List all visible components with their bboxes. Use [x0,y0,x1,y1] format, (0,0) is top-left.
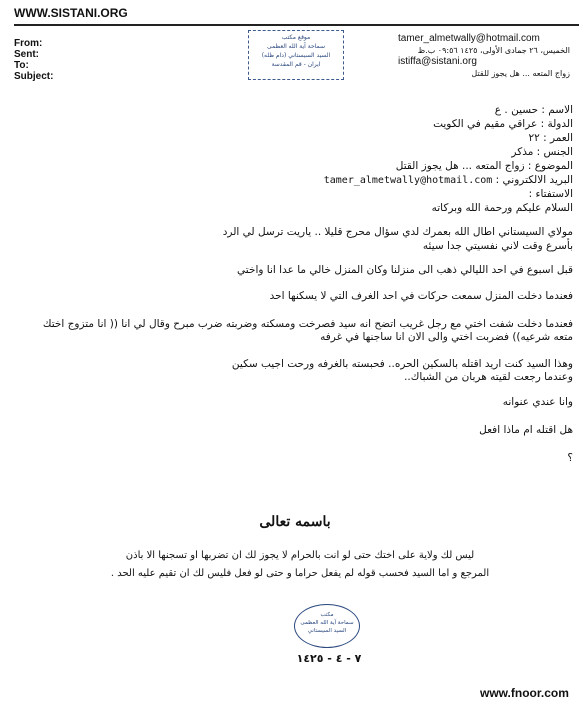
email-label: البريد الالكتروني : [495,174,573,186]
stamp-line: سماحة آية الله العظمى [266,43,325,50]
question-mark: ؟ [567,452,573,464]
site-url-top: WWW.SISTANI.ORG [14,6,128,20]
subject-label: Subject: [14,71,54,82]
paragraph-4: فعندما دخلت شفت اختي مع رجل غريب اتضح انه سيد فصرخت ومسكته وضربته ضرب مبرح وقال لي انا (( انا متزوج اختك متعه شرعيه)) فضربت اختي والى الان انا ساجنها في غرفه [42,318,573,343]
sent-label: Sent: [14,49,39,60]
to-email: istiffa@sistani.org [398,56,477,67]
site-url-footer: www.fnoor.com [480,686,569,700]
email-value: tamer_almetwally@hotmail.com [323,175,493,186]
stamp-line: موقع مكتب [281,34,311,41]
reply-line-1: ليس لك ولاية على اختك حتى لو انت بالحرام لا يجوز لك ان تضربها او تسجنها الا باذن [125,550,475,561]
handwritten-date: ٧ - ٤ - ١٤٢٥ [296,652,362,665]
field-country: الدولة : عراقي مقيم في الكويت [433,118,573,130]
field-name: الاسم : حسين . ع [494,104,573,116]
greeting: السلام عليكم ورحمة الله وبركاته [431,202,573,214]
from-label: From: [14,38,43,49]
paragraph-1-line-1: مولاي السيستاني اطال الله بعمرك لدي سؤال محرج قليلا .. ياريت ترسل لي الرد [222,226,573,238]
field-istifta: الاستفتاء : [528,188,573,200]
reply-line-2: المرجع و اما السيد فحسب قوله لم يفعل حراما و حتى لو فعل فليس لك ان تقيم عليه الحد . [110,568,490,579]
stamp-line: السيد السيستاني (دام ظله) [261,52,331,59]
paragraph-6: وانا عندي عنوانه [502,396,573,408]
to-label: To: [14,60,29,71]
subject-value: زواج المتعه ... هل يجوز للقتل [471,69,570,78]
paragraph-3: فعندما دخلت المنزل سمعت حركات في احد الغرف التي لا يسكنها احد [269,290,573,302]
paragraph-5-line-1: وهذا السيد كنت اريد اقتله بالسكين الحره.. فحبسته بالغرفه ورحت اجيب سكين [231,358,573,370]
paragraph-2: قبل اسبوع في احد الليالي ذهب الى منزلنا وكان المنزل خالي ما عدا انا واختي [237,264,573,276]
sent-value: الخميس، ٢٦ جمادى الأولى، ١٤٢٥ ٠٩:٥٦ ب.ظ [417,46,570,55]
office-seal [294,604,360,648]
seal-line: سماحة آية الله العظمى [300,620,354,626]
stamp-line: ايران - قم المقدسة [271,61,321,68]
reply-heading: باسمه تعالى [259,514,331,530]
paragraph-1-line-2: بأسرع وقت لاني نفسيتي جدا سيئه [422,240,573,252]
seal-line: مكتب [320,612,334,618]
header-divider [14,24,579,26]
paragraph-5-line-2: وعندما رجعت لقيته هربان من الشباك.. [404,371,573,383]
from-email: tamer_almetwally@hotmail.com [398,33,540,44]
paragraph-7: هل اقتله ام ماذا افعل [479,424,573,436]
field-email [28,174,573,187]
seal-line: السيد السيستاني [307,628,347,634]
field-age: العمر : ٢٢ [528,132,573,144]
office-stamp [248,30,344,80]
field-gender: الجنس : مذكر [511,146,573,158]
field-subject: الموضوع : زواج المتعه ... هل يجوز القتل [395,160,573,172]
